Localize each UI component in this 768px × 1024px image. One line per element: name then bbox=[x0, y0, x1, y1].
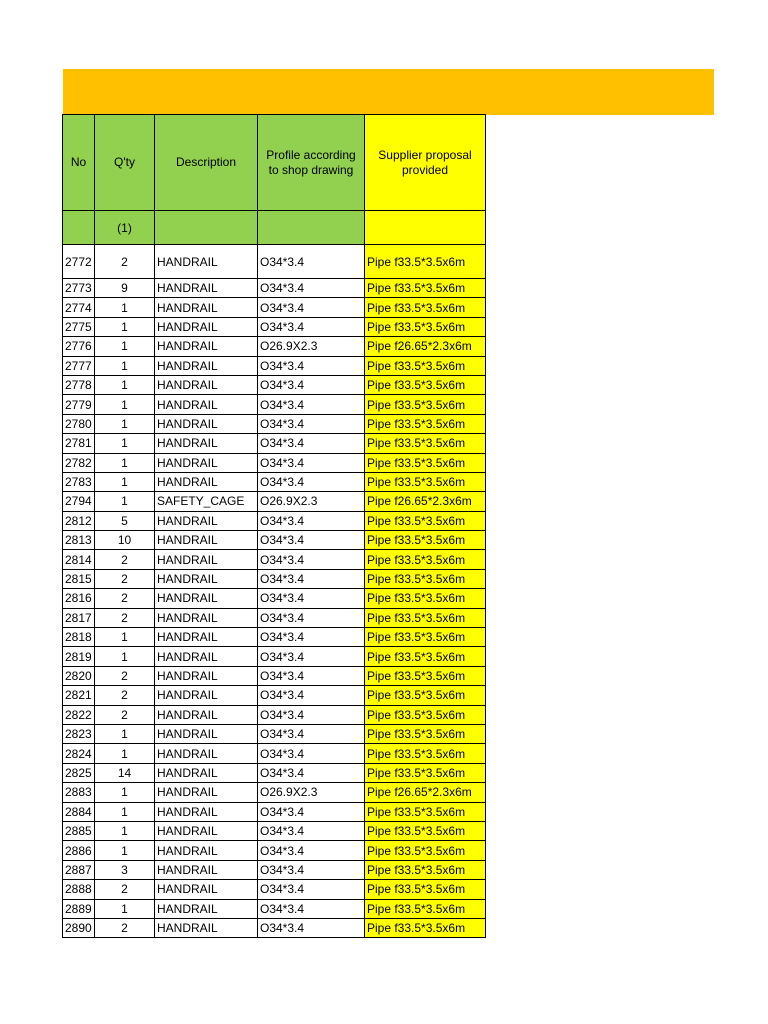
cell-qty[interactable]: 1 bbox=[95, 802, 155, 821]
cell-supplier[interactable]: Pipe f33.5*3.5x6m bbox=[365, 395, 486, 414]
cell-no[interactable]: 2884 bbox=[63, 802, 95, 821]
cell-qty[interactable]: 2 bbox=[95, 550, 155, 569]
table-row bbox=[63, 375, 486, 394]
cell-profile[interactable]: O34*3.4 bbox=[258, 744, 365, 763]
cell-qty[interactable]: 2 bbox=[95, 705, 155, 724]
table-row bbox=[63, 414, 486, 433]
cell-no[interactable]: 2823 bbox=[63, 724, 95, 743]
cell-profile[interactable]: O34*3.4 bbox=[258, 608, 365, 627]
cell-profile[interactable]: O34*3.4 bbox=[258, 666, 365, 685]
cell-qty[interactable]: 3 bbox=[95, 860, 155, 879]
table-row bbox=[63, 860, 486, 879]
cell-profile[interactable]: O34*3.4 bbox=[258, 245, 365, 279]
cell-profile[interactable]: O34*3.4 bbox=[258, 279, 365, 298]
table-row bbox=[63, 337, 486, 356]
table-row bbox=[63, 511, 486, 530]
cell-no[interactable]: 2782 bbox=[63, 453, 95, 472]
cell-profile[interactable]: O34*3.4 bbox=[258, 511, 365, 530]
cell-supplier[interactable]: Pipe f33.5*3.5x6m bbox=[365, 569, 486, 588]
cell-qty[interactable]: 2 bbox=[95, 880, 155, 899]
cell-profile[interactable]: O34*3.4 bbox=[258, 298, 365, 317]
cell-supplier[interactable]: Pipe f33.5*3.5x6m bbox=[365, 298, 486, 317]
cell-description[interactable]: HANDRAIL bbox=[155, 337, 258, 356]
cell-description[interactable]: HANDRAIL bbox=[155, 395, 258, 414]
table-row bbox=[63, 531, 486, 550]
cell-description[interactable]: HANDRAIL bbox=[155, 860, 258, 879]
cell-profile[interactable]: O34*3.4 bbox=[258, 472, 365, 491]
cell-profile[interactable]: O34*3.4 bbox=[258, 705, 365, 724]
cell-description[interactable]: HANDRAIL bbox=[155, 783, 258, 802]
cell-no[interactable]: 2780 bbox=[63, 414, 95, 433]
cell-supplier[interactable]: Pipe f33.5*3.5x6m bbox=[365, 647, 486, 666]
cell-description[interactable]: HANDRAIL bbox=[155, 550, 258, 569]
cell-supplier[interactable]: Pipe f33.5*3.5x6m bbox=[365, 860, 486, 879]
cell-profile[interactable]: O26.9X2.3 bbox=[258, 492, 365, 511]
table-row bbox=[63, 783, 486, 802]
cell-no[interactable]: 2883 bbox=[63, 783, 95, 802]
table-row bbox=[63, 317, 486, 336]
cell-description[interactable]: HANDRAIL bbox=[155, 434, 258, 453]
cell-description[interactable]: HANDRAIL bbox=[155, 472, 258, 491]
cell-supplier[interactable]: Pipe f33.5*3.5x6m bbox=[365, 666, 486, 685]
cell-description[interactable]: HANDRAIL bbox=[155, 245, 258, 279]
cell-qty[interactable]: 1 bbox=[95, 841, 155, 860]
table-row bbox=[63, 453, 486, 472]
table-row bbox=[63, 569, 486, 588]
cell-supplier[interactable]: Pipe f33.5*3.5x6m bbox=[365, 918, 486, 937]
cell-no[interactable]: 2813 bbox=[63, 531, 95, 550]
cell-description[interactable]: HANDRAIL bbox=[155, 763, 258, 782]
title-bar bbox=[63, 69, 714, 115]
header-supplier[interactable]: Supplier proposal provided bbox=[365, 115, 486, 211]
cell-profile[interactable]: O34*3.4 bbox=[258, 317, 365, 336]
subheader-supplier-cell[interactable] bbox=[365, 211, 486, 245]
cell-no[interactable]: 2825 bbox=[63, 763, 95, 782]
cell-qty[interactable]: 1 bbox=[95, 899, 155, 918]
cell-supplier[interactable]: Pipe f33.5*3.5x6m bbox=[365, 608, 486, 627]
cell-supplier[interactable]: Pipe f26.65*2.3x6m bbox=[365, 492, 486, 511]
cell-description[interactable]: SAFETY_CAGE bbox=[155, 492, 258, 511]
cell-qty[interactable]: 2 bbox=[95, 918, 155, 937]
cell-supplier[interactable]: Pipe f33.5*3.5x6m bbox=[365, 531, 486, 550]
cell-qty[interactable]: 5 bbox=[95, 511, 155, 530]
cell-supplier[interactable]: Pipe f33.5*3.5x6m bbox=[365, 880, 486, 899]
cell-qty[interactable]: 1 bbox=[95, 395, 155, 414]
cell-no[interactable]: 2775 bbox=[63, 317, 95, 336]
cell-supplier[interactable]: Pipe f33.5*3.5x6m bbox=[365, 821, 486, 840]
cell-no[interactable]: 2776 bbox=[63, 337, 95, 356]
cell-qty[interactable]: 2 bbox=[95, 245, 155, 279]
cell-no[interactable]: 2774 bbox=[63, 298, 95, 317]
cell-profile[interactable]: O34*3.4 bbox=[258, 918, 365, 937]
table-row bbox=[63, 686, 486, 705]
cell-qty[interactable]: 1 bbox=[95, 783, 155, 802]
cell-qty[interactable]: 1 bbox=[95, 337, 155, 356]
cell-qty[interactable]: 1 bbox=[95, 356, 155, 375]
cell-profile[interactable]: O34*3.4 bbox=[258, 531, 365, 550]
cell-no[interactable]: 2890 bbox=[63, 918, 95, 937]
cell-profile[interactable]: O34*3.4 bbox=[258, 802, 365, 821]
cell-no[interactable]: 2815 bbox=[63, 569, 95, 588]
cell-description[interactable]: HANDRAIL bbox=[155, 705, 258, 724]
table-row bbox=[63, 550, 486, 569]
cell-no[interactable]: 2820 bbox=[63, 666, 95, 685]
table-row bbox=[63, 245, 486, 279]
cell-no[interactable]: 2885 bbox=[63, 821, 95, 840]
cell-no[interactable]: 2772 bbox=[63, 245, 95, 279]
material-table bbox=[62, 114, 486, 938]
cell-profile[interactable]: O34*3.4 bbox=[258, 550, 365, 569]
cell-supplier[interactable]: Pipe f33.5*3.5x6m bbox=[365, 744, 486, 763]
cell-supplier[interactable]: Pipe f33.5*3.5x6m bbox=[365, 472, 486, 491]
cell-qty[interactable]: 1 bbox=[95, 647, 155, 666]
cell-no[interactable]: 2779 bbox=[63, 395, 95, 414]
cell-no[interactable]: 2821 bbox=[63, 686, 95, 705]
cell-description[interactable]: HANDRAIL bbox=[155, 589, 258, 608]
cell-qty[interactable]: 1 bbox=[95, 298, 155, 317]
cell-profile[interactable]: O34*3.4 bbox=[258, 375, 365, 394]
cell-qty[interactable]: 2 bbox=[95, 569, 155, 588]
cell-supplier[interactable]: Pipe f33.5*3.5x6m bbox=[365, 317, 486, 336]
cell-profile[interactable]: O34*3.4 bbox=[258, 589, 365, 608]
cell-no[interactable]: 2783 bbox=[63, 472, 95, 491]
cell-supplier[interactable]: Pipe f33.5*3.5x6m bbox=[365, 724, 486, 743]
table-row bbox=[63, 395, 486, 414]
cell-description[interactable]: HANDRAIL bbox=[155, 453, 258, 472]
cell-description[interactable]: HANDRAIL bbox=[155, 298, 258, 317]
cell-profile[interactable]: O34*3.4 bbox=[258, 434, 365, 453]
cell-qty[interactable]: 10 bbox=[95, 531, 155, 550]
cell-qty[interactable]: 2 bbox=[95, 608, 155, 627]
subheader-profile-cell[interactable] bbox=[258, 211, 365, 245]
table-row bbox=[63, 899, 486, 918]
cell-supplier[interactable]: Pipe f33.5*3.5x6m bbox=[365, 434, 486, 453]
table-row bbox=[63, 763, 486, 782]
cell-supplier[interactable]: Pipe f33.5*3.5x6m bbox=[365, 705, 486, 724]
cell-qty[interactable]: 1 bbox=[95, 628, 155, 647]
cell-no[interactable]: 2824 bbox=[63, 744, 95, 763]
cell-qty[interactable]: 1 bbox=[95, 821, 155, 840]
cell-profile[interactable]: O34*3.4 bbox=[258, 763, 365, 782]
table-row bbox=[63, 356, 486, 375]
cell-description[interactable]: HANDRAIL bbox=[155, 608, 258, 627]
cell-qty[interactable]: 2 bbox=[95, 666, 155, 685]
cell-profile[interactable]: O34*3.4 bbox=[258, 880, 365, 899]
cell-supplier[interactable]: Pipe f33.5*3.5x6m bbox=[365, 763, 486, 782]
cell-no[interactable]: 2818 bbox=[63, 628, 95, 647]
cell-no[interactable]: 2814 bbox=[63, 550, 95, 569]
cell-profile[interactable]: O34*3.4 bbox=[258, 686, 365, 705]
cell-profile[interactable]: O26.9X2.3 bbox=[258, 337, 365, 356]
cell-qty[interactable]: 1 bbox=[95, 453, 155, 472]
cell-no[interactable]: 2778 bbox=[63, 375, 95, 394]
cell-supplier[interactable]: Pipe f26.65*2.3x6m bbox=[365, 783, 486, 802]
cell-description[interactable]: HANDRAIL bbox=[155, 918, 258, 937]
cell-profile[interactable]: O34*3.4 bbox=[258, 414, 365, 433]
cell-supplier[interactable]: Pipe f33.5*3.5x6m bbox=[365, 686, 486, 705]
table-row bbox=[63, 589, 486, 608]
cell-qty[interactable]: 1 bbox=[95, 492, 155, 511]
table-row bbox=[63, 880, 486, 899]
table-row bbox=[63, 492, 486, 511]
table-row bbox=[63, 802, 486, 821]
subheader-no-cell[interactable] bbox=[63, 211, 95, 245]
cell-description[interactable]: HANDRAIL bbox=[155, 666, 258, 685]
cell-profile[interactable]: O34*3.4 bbox=[258, 899, 365, 918]
cell-profile[interactable]: O26.9X2.3 bbox=[258, 783, 365, 802]
table-row bbox=[63, 279, 486, 298]
cell-no[interactable]: 2812 bbox=[63, 511, 95, 530]
cell-profile[interactable]: O34*3.4 bbox=[258, 356, 365, 375]
cell-profile[interactable]: O34*3.4 bbox=[258, 453, 365, 472]
table-row bbox=[63, 608, 486, 627]
cell-description[interactable]: HANDRAIL bbox=[155, 880, 258, 899]
cell-no[interactable]: 2819 bbox=[63, 647, 95, 666]
cell-profile[interactable]: O34*3.4 bbox=[258, 569, 365, 588]
cell-no[interactable]: 2889 bbox=[63, 899, 95, 918]
cell-supplier[interactable]: Pipe f33.5*3.5x6m bbox=[365, 550, 486, 569]
cell-supplier[interactable]: Pipe f33.5*3.5x6m bbox=[365, 511, 486, 530]
cell-description[interactable]: HANDRAIL bbox=[155, 899, 258, 918]
subheader-desc-cell[interactable] bbox=[155, 211, 258, 245]
table-row bbox=[63, 744, 486, 763]
cell-supplier[interactable]: Pipe f33.5*3.5x6m bbox=[365, 279, 486, 298]
cell-qty[interactable]: 1 bbox=[95, 724, 155, 743]
cell-supplier[interactable]: Pipe f33.5*3.5x6m bbox=[365, 589, 486, 608]
cell-no[interactable]: 2777 bbox=[63, 356, 95, 375]
cell-description[interactable]: HANDRAIL bbox=[155, 744, 258, 763]
cell-description[interactable]: HANDRAIL bbox=[155, 628, 258, 647]
cell-supplier[interactable]: Pipe f33.5*3.5x6m bbox=[365, 899, 486, 918]
table-row bbox=[63, 647, 486, 666]
table-row bbox=[63, 821, 486, 840]
table-row bbox=[63, 918, 486, 937]
cell-description[interactable]: HANDRAIL bbox=[155, 802, 258, 821]
cell-description[interactable]: HANDRAIL bbox=[155, 356, 258, 375]
cell-description[interactable]: HANDRAIL bbox=[155, 511, 258, 530]
cell-supplier[interactable]: Pipe f33.5*3.5x6m bbox=[365, 356, 486, 375]
cell-profile[interactable]: O34*3.4 bbox=[258, 628, 365, 647]
cell-qty[interactable]: 1 bbox=[95, 317, 155, 336]
cell-no[interactable]: 2781 bbox=[63, 434, 95, 453]
cell-qty[interactable]: 14 bbox=[95, 763, 155, 782]
table-row bbox=[63, 841, 486, 860]
cell-supplier[interactable]: Pipe f33.5*3.5x6m bbox=[365, 453, 486, 472]
cell-description[interactable]: HANDRAIL bbox=[155, 279, 258, 298]
cell-supplier[interactable]: Pipe f33.5*3.5x6m bbox=[365, 628, 486, 647]
header-qty[interactable]: Q'ty bbox=[95, 115, 155, 211]
table-row bbox=[63, 434, 486, 453]
cell-qty[interactable]: 1 bbox=[95, 744, 155, 763]
cell-description[interactable]: HANDRAIL bbox=[155, 569, 258, 588]
subheader-qty-note[interactable]: (1) bbox=[95, 211, 155, 245]
cell-profile[interactable]: O34*3.4 bbox=[258, 724, 365, 743]
cell-no[interactable]: 2886 bbox=[63, 841, 95, 860]
header-profile[interactable]: Profile according to shop drawing bbox=[258, 115, 365, 211]
cell-no[interactable]: 2816 bbox=[63, 589, 95, 608]
cell-description[interactable]: HANDRAIL bbox=[155, 686, 258, 705]
cell-supplier[interactable]: Pipe f26.65*2.3x6m bbox=[365, 337, 486, 356]
header-no[interactable]: No bbox=[63, 115, 95, 211]
cell-description[interactable]: HANDRAIL bbox=[155, 647, 258, 666]
cell-profile[interactable]: O34*3.4 bbox=[258, 860, 365, 879]
cell-profile[interactable]: O34*3.4 bbox=[258, 647, 365, 666]
table-row bbox=[63, 724, 486, 743]
cell-no[interactable]: 2887 bbox=[63, 860, 95, 879]
cell-qty[interactable]: 1 bbox=[95, 472, 155, 491]
table-row bbox=[63, 628, 486, 647]
cell-supplier[interactable]: Pipe f33.5*3.5x6m bbox=[365, 375, 486, 394]
cell-description[interactable]: HANDRAIL bbox=[155, 841, 258, 860]
table-row bbox=[63, 666, 486, 685]
cell-no[interactable]: 2794 bbox=[63, 492, 95, 511]
cell-qty[interactable]: 1 bbox=[95, 434, 155, 453]
cell-profile[interactable]: O34*3.4 bbox=[258, 821, 365, 840]
cell-profile[interactable]: O34*3.4 bbox=[258, 395, 365, 414]
table-row bbox=[63, 705, 486, 724]
cell-description[interactable]: HANDRAIL bbox=[155, 414, 258, 433]
cell-qty[interactable]: 2 bbox=[95, 686, 155, 705]
cell-no[interactable]: 2822 bbox=[63, 705, 95, 724]
cell-profile[interactable]: O34*3.4 bbox=[258, 841, 365, 860]
cell-description[interactable]: HANDRAIL bbox=[155, 375, 258, 394]
cell-qty[interactable]: 2 bbox=[95, 589, 155, 608]
cell-no[interactable]: 2888 bbox=[63, 880, 95, 899]
cell-supplier[interactable]: Pipe f33.5*3.5x6m bbox=[365, 841, 486, 860]
subheader-row bbox=[63, 211, 486, 245]
cell-description[interactable]: HANDRAIL bbox=[155, 317, 258, 336]
cell-qty[interactable]: 1 bbox=[95, 375, 155, 394]
table-row bbox=[63, 472, 486, 491]
cell-qty[interactable]: 9 bbox=[95, 279, 155, 298]
header-row bbox=[63, 115, 486, 211]
cell-no[interactable]: 2817 bbox=[63, 608, 95, 627]
cell-qty[interactable]: 1 bbox=[95, 414, 155, 433]
cell-description[interactable]: HANDRAIL bbox=[155, 724, 258, 743]
cell-supplier[interactable]: Pipe f33.5*3.5x6m bbox=[365, 414, 486, 433]
cell-supplier[interactable]: Pipe f33.5*3.5x6m bbox=[365, 802, 486, 821]
cell-no[interactable]: 2773 bbox=[63, 279, 95, 298]
cell-description[interactable]: HANDRAIL bbox=[155, 531, 258, 550]
cell-description[interactable]: HANDRAIL bbox=[155, 821, 258, 840]
header-description[interactable]: Description bbox=[155, 115, 258, 211]
table-row bbox=[63, 298, 486, 317]
cell-supplier[interactable]: Pipe f33.5*3.5x6m bbox=[365, 245, 486, 279]
